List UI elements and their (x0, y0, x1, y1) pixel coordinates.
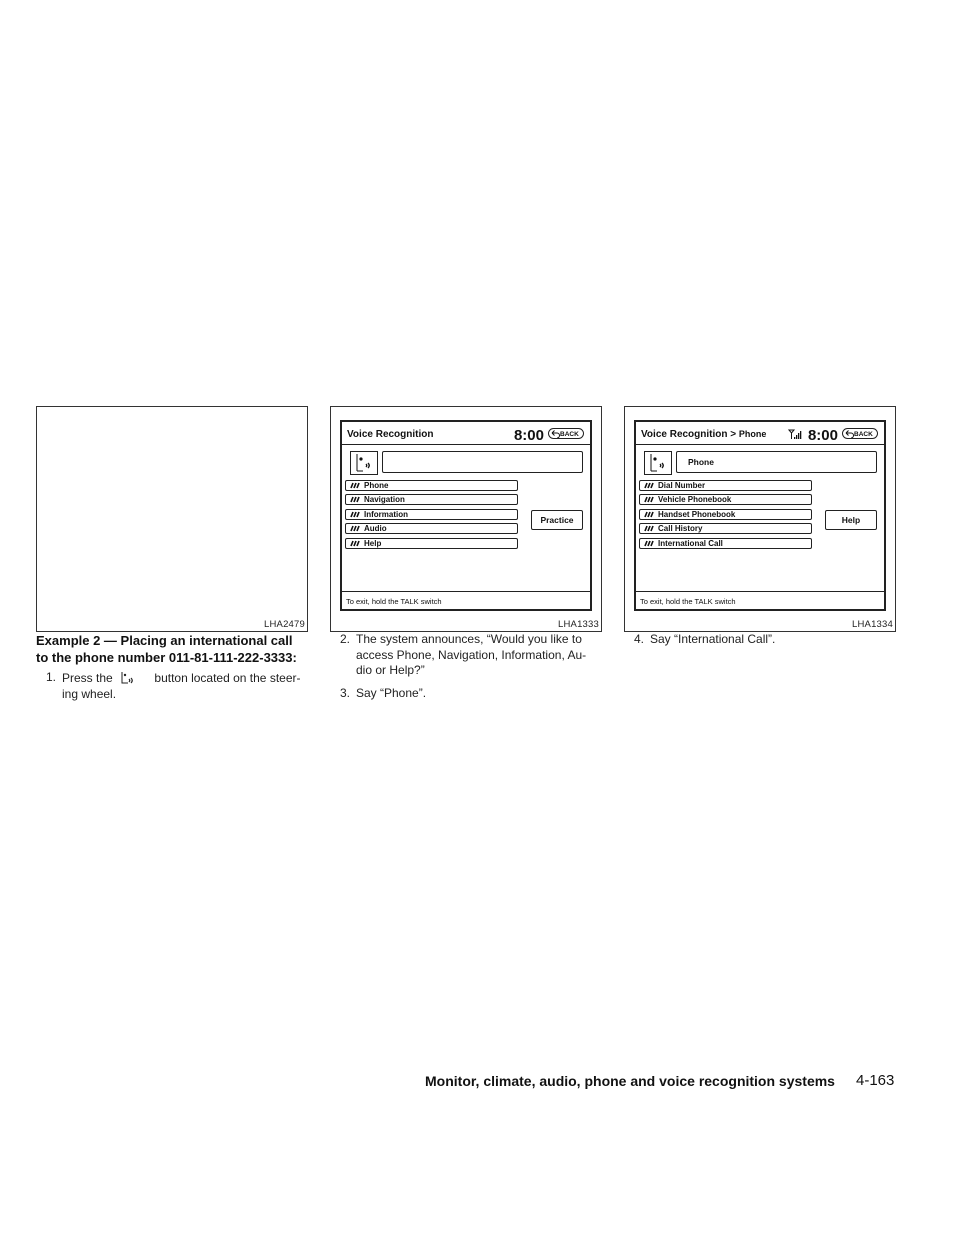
figure-1 (36, 406, 308, 632)
back-arrow-icon (845, 430, 854, 438)
voice-command-icon (644, 525, 655, 532)
voice-command-icon (350, 540, 361, 547)
step-text: Press the (62, 671, 113, 685)
menu-item-audio[interactable]: Audio (345, 523, 518, 534)
voice-command-icon (644, 540, 655, 547)
voice-command-icon (350, 496, 361, 503)
speaking-face-icon (350, 451, 378, 475)
step-text: The system announces, “Would you like to access Phone, Navigation, Information, Au-dio or Help?” (356, 632, 587, 677)
practice-button[interactable]: Practice (531, 510, 583, 530)
step-text: Say “Phone”. (356, 686, 427, 700)
recognition-field: Phone (676, 451, 877, 473)
menu-item-call-history[interactable]: Call History (639, 523, 812, 534)
voice-command-icon (644, 496, 655, 503)
voice-recognition-screen (340, 420, 592, 611)
step-number: 4. (634, 632, 645, 646)
clock: 8:00 (513, 427, 544, 444)
voice-command-icon (350, 511, 361, 518)
divider (342, 444, 590, 445)
back-button[interactable]: BACK (548, 428, 584, 439)
menu-item-vehicle-phonebook[interactable]: Vehicle Phonebook (639, 494, 812, 505)
figure-2 (330, 406, 602, 632)
divider (636, 444, 884, 445)
step-text: Say “International Call”. (650, 632, 776, 646)
page-number: 4-163 (856, 1072, 895, 1089)
divider (342, 591, 590, 592)
voice-command-icon (644, 511, 655, 518)
menu-item-help[interactable]: Help (345, 538, 518, 549)
menu-item-international-call[interactable]: International Call (639, 538, 812, 549)
breadcrumb-phone: Phone (738, 429, 767, 439)
figure-code: LHA1334 (851, 619, 893, 630)
clock: 8:00 (807, 427, 838, 444)
menu-item-dial-number[interactable]: Dial Number (639, 480, 812, 491)
back-button[interactable]: BACK (842, 428, 878, 439)
step-4 (634, 632, 896, 648)
voice-recognition-phone-screen (634, 420, 886, 611)
speaking-face-icon (644, 451, 672, 475)
recognition-field (382, 451, 583, 473)
talk-switch-icon (119, 670, 135, 686)
screen-title: Voice Recognition (347, 429, 434, 440)
step-1 (46, 670, 308, 702)
screen-title: Voice Recognition > Phone (641, 429, 767, 440)
voice-command-icon (350, 525, 361, 532)
voice-command-icon (350, 482, 361, 489)
menu-item-information[interactable]: Information (345, 509, 518, 520)
divider (636, 591, 884, 592)
example-heading: Example 2 — Placing an international call to the phone number 011-81-111-222-3333: (36, 633, 297, 665)
section-title: Monitor, climate, audio, phone and voice recognition systems (425, 1073, 835, 1089)
step-text: button located on the steer-ing wheel. (62, 671, 301, 701)
menu-item-phone[interactable]: Phone (345, 480, 518, 491)
voice-command-icon (644, 482, 655, 489)
help-button[interactable]: Help (825, 510, 877, 530)
step-number: 2. (340, 632, 351, 646)
signal-strength-icon (788, 429, 802, 440)
menu-item-handset-phonebook[interactable]: Handset Phonebook (639, 509, 812, 520)
step-number: 1. (46, 670, 57, 684)
exit-hint: To exit, hold the TALK switch (346, 597, 442, 606)
figure-3 (624, 406, 896, 632)
figure-code: LHA2479 (263, 619, 305, 630)
exit-hint: To exit, hold the TALK switch (640, 597, 736, 606)
step-3 (340, 686, 602, 702)
menu-item-navigation[interactable]: Navigation (345, 494, 518, 505)
back-arrow-icon (551, 430, 560, 438)
step-2 (340, 632, 602, 679)
step-number: 3. (340, 686, 351, 700)
figure-code: LHA1333 (557, 619, 599, 630)
